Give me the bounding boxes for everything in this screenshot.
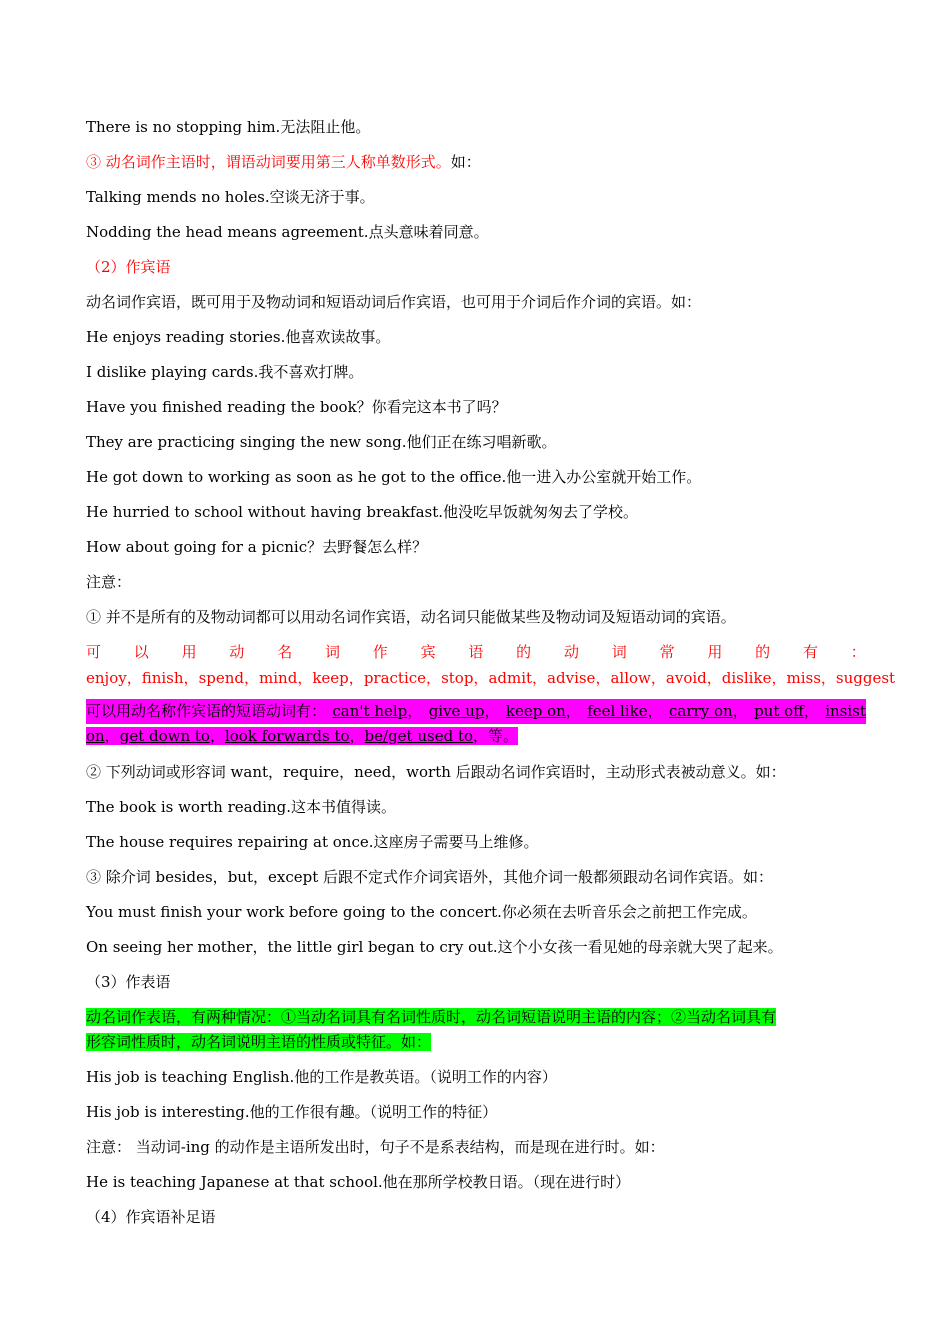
example-line: You must finish your work before going to the concert.你必须在去听音乐会之前把工作完成。 <box>86 903 757 921</box>
heading-char: 动 <box>229 643 245 661</box>
phrasal-verb-row-2: on，get down to，look forwards to，be/get used to，等。 <box>86 727 519 745</box>
section-heading-object: （2）作宾语 <box>86 258 171 276</box>
phrasal-verb: give up <box>428 702 485 720</box>
example-line: The book is worth reading.这本书值得读。 <box>86 798 397 816</box>
heading-char: 常 <box>659 643 675 661</box>
heading-char: 语 <box>468 643 484 661</box>
heading-char: 的 <box>516 643 532 661</box>
phrasal-verb: can't help <box>332 702 408 720</box>
phrasal-verb: on <box>86 727 105 745</box>
verb-item: allow <box>610 669 651 687</box>
section-heading-complement: （4）作宾语补足语 <box>86 1208 216 1226</box>
example-line: I dislike playing cards.我不喜欢打牌。 <box>86 363 364 381</box>
example-line: He hurried to school without having breakfast.他没吃早饭就匆匆去了学校。 <box>86 503 639 521</box>
heading-char: 的 <box>755 643 771 661</box>
note-line: ③ 除介词 besides，but，except 后跟不定式作介词宾语外，其他介词一般都须跟动名词作宾语。如： <box>86 868 773 886</box>
verb-item: dislike <box>721 669 772 687</box>
phrasal-verb: get down to <box>119 727 210 745</box>
phrasal-verb: be/get used to <box>364 727 474 745</box>
example-line: The house requires repairing at once.这座房子需要马上维修。 <box>86 833 539 851</box>
phrasal-verb-row-1: 可以用动名称作宾语的短语动词有： can't help， give up， keep on， feel like， carry on， put off， insist <box>86 699 866 724</box>
heading-char: 词 <box>324 643 340 661</box>
example-line: There is no stopping him.无法阻止他。 <box>86 118 371 136</box>
heading-char: 可 <box>86 643 102 661</box>
note-line: 注意： 当动词-ing 的动作是主语所发出时，句子不是系表结构，而是现在进行时。如： <box>86 1138 665 1156</box>
heading-char: ： <box>850 643 866 661</box>
phrasal-verb: feel like <box>587 702 648 720</box>
example-line: His job is interesting.他的工作很有趣。（说明工作的特征） <box>86 1103 498 1121</box>
note-line: ① 并不是所有的及物动词都可以用动名词作宾语，动名词只能做某些及物动词及短语动词的宾语。 <box>86 608 736 626</box>
paragraph-line: 动名词作宾语，既可用于及物动词和短语动词后作宾语，也可用于介词后作介词的宾语。如： <box>86 293 702 311</box>
verb-item: suggest <box>835 669 896 687</box>
note-line: ② 下列动词或形容词 want，require，need，worth 后跟动名词作宾语时，主动形式表被动意义。如： <box>86 763 786 781</box>
heading-char: 用 <box>707 643 723 661</box>
example-line: They are practicing singing the new song.他们正在练习唱新歌。 <box>86 433 557 451</box>
verb-item: finish <box>141 669 184 687</box>
verb-item: avoid <box>665 669 707 687</box>
note-label: 注意： <box>86 573 132 591</box>
example-line: He enjoys reading stories.他喜欢读故事。 <box>86 328 391 346</box>
phrasal-verb: keep on <box>505 702 566 720</box>
rule-line <box>86 151 866 173</box>
example-line: Nodding the head means agreement.点头意味着同意。 <box>86 223 489 241</box>
section-heading-predicative: （3）作表语 <box>86 973 171 991</box>
example-line: Have you finished reading the book？你看完这本书了吗？ <box>86 398 507 416</box>
verb-item: practice <box>363 669 427 687</box>
verb-item: enjoy <box>86 669 127 687</box>
phrasal-verb-end: 等。 <box>488 727 519 745</box>
green-line-2: 形容词性质时，动名词说明主语的性质或特征。如： <box>86 1033 432 1051</box>
heading-char: 用 <box>181 643 197 661</box>
heading-char: 动 <box>563 643 579 661</box>
verb-item: mind <box>259 669 298 687</box>
example-line: How about going for a picnic？去野餐怎么样？ <box>86 538 428 556</box>
heading-char: 作 <box>372 643 388 661</box>
phrasal-verb: insist <box>825 702 866 720</box>
verb-list: enjoy，finish，spend，mind，keep，practice，stop，admit，advise，allow，avoid，dislike，miss，suggest <box>86 669 896 687</box>
heading-char: 以 <box>133 643 149 661</box>
example-line: He got down to working as soon as he got to the office.他一进入办公室就开始工作。 <box>86 468 702 486</box>
green-line-1: 动名词作表语，有两种情况：①当动名词具有名词性质时，动名词短语说明主语的内容；②当动名词具有 <box>86 1008 777 1026</box>
phrasal-verb: carry on <box>669 702 733 720</box>
verb-item: stop <box>441 669 474 687</box>
verb-item: keep <box>312 669 349 687</box>
heading-char: 有 <box>802 643 818 661</box>
example-line: On seeing her mother，the little girl began to cry out.这个小女孩一看见她的母亲就大哭了起来。 <box>86 938 783 956</box>
verb-item: admit <box>488 669 533 687</box>
verb-item: spend <box>198 669 245 687</box>
phrasal-verb: look forwards to <box>224 727 350 745</box>
red-rule-text: ③ 动名词作主语时，谓语动词要用第三人称单数形式。 <box>86 153 451 171</box>
phrasal-verb-intro: 可以用动名称作宾语的短语动词有： <box>86 702 327 720</box>
example-line: His job is teaching English.他的工作是教英语。（说明工作的内容） <box>86 1068 557 1086</box>
phrasal-verb: put off <box>754 702 804 720</box>
verb-item: advise <box>547 669 596 687</box>
verb-list-heading <box>86 641 866 663</box>
heading-char: 词 <box>611 643 627 661</box>
verb-item: miss <box>786 669 821 687</box>
predicative-explanation <box>86 1005 866 1055</box>
phrasal-verb-block <box>86 699 866 749</box>
heading-char: 名 <box>277 643 293 661</box>
example-line: He is teaching Japanese at that school.他在那所学校教日语。（现在进行时） <box>86 1173 631 1191</box>
example-line: Talking mends no holes.空谈无济于事。 <box>86 188 375 206</box>
heading-char: 宾 <box>420 643 436 661</box>
rule-tail: 如： <box>450 153 481 171</box>
